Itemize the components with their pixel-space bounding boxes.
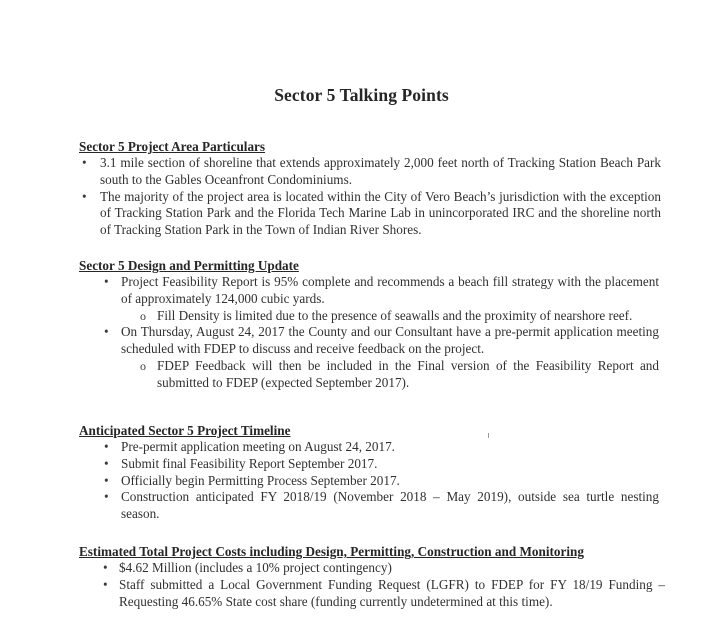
- list-item: [104, 274, 659, 308]
- section-heading: Sector 5 Project Area Particulars: [79, 139, 266, 154]
- sub-bullet-icon: o: [140, 358, 146, 373]
- sub-list-item: [140, 307, 659, 325]
- list-item: [104, 324, 659, 358]
- document-title: Sector 5 Talking Points: [274, 85, 449, 105]
- bullet-icon: •: [104, 472, 109, 488]
- bullet-icon: •: [104, 455, 109, 471]
- bullet-icon: •: [104, 439, 109, 454]
- section-costs: [79, 543, 665, 610]
- section-design-permitting: [79, 257, 659, 392]
- list-item-text: Pre-permit application meeting on August 24, 2017.: [121, 439, 395, 454]
- sub-list-item-text: Fill Density is limited due to the presence of seawalls and the proximity of nearshore reef.: [157, 307, 633, 323]
- bullet-icon: •: [104, 324, 109, 340]
- list-item-text: 3.1 mile section of shoreline that extends approximately 2,000 feet north of Tracking Station Beach Park south to the Gables Oceanfront Condominiums.: [100, 155, 661, 187]
- scan-artifact: [488, 433, 489, 438]
- list-item: [104, 455, 659, 473]
- sub-bullet-icon: o: [140, 308, 146, 323]
- list-item-text: Staff submitted a Local Government Funding Request (LGFR) to FDEP for FY 18/19 Funding – Requesting 46.65% State cost share (funding currently undetermined at this time).: [119, 576, 665, 609]
- list-item-text: The majority of the project area is located within the City of Vero Beach’s jurisdiction with the exception of Tracking Station Park and the Florida Tech Marine Lab in unincorporated IRC and the shoreline north of Tracking Station Park in the Town of Indian River Shores.: [100, 188, 661, 238]
- list-item: [82, 155, 661, 189]
- list-item-text: Project Feasibility Report is 95% complete and recommends a beach fill strategy with the placement of approximately 124,000 cubic yards.: [121, 274, 659, 306]
- bullet-icon: •: [104, 274, 109, 289]
- list-item-text: On Thursday, August 24, 2017 the County and our Consultant have a pre-permit application meeting scheduled with FDEP to discuss and receive feedback on the project.: [121, 324, 659, 357]
- bullet-list: [79, 155, 661, 239]
- bullet-icon: •: [82, 155, 87, 170]
- bullet-icon: •: [82, 188, 87, 204]
- list-item-text: Officially begin Permitting Process September 2017.: [121, 472, 400, 488]
- list-item-text: Submit final Feasibility Report September 2017.: [121, 455, 378, 471]
- section-heading: Sector 5 Design and Permitting Update: [79, 258, 299, 273]
- bullet-icon: •: [104, 489, 109, 505]
- list-item: [82, 188, 661, 239]
- list-item: [104, 439, 659, 456]
- list-item: [103, 576, 665, 611]
- list-item: [103, 560, 665, 577]
- bullet-list: [79, 439, 659, 523]
- section-project-area: [79, 138, 661, 239]
- bullet-list: [79, 560, 665, 610]
- bullet-icon: •: [103, 560, 108, 575]
- section-heading: Anticipated Sector 5 Project Timeline: [79, 423, 291, 438]
- bullet-icon: •: [103, 576, 108, 592]
- list-item: [104, 489, 659, 523]
- list-item: [104, 472, 659, 490]
- list-item-text: Construction anticipated FY 2018/19 (November 2018 – May 2019), outside sea turtle nesting season.: [121, 489, 659, 522]
- section-heading: Estimated Total Project Costs including Design, Permitting, Construction and Monitoring: [79, 544, 584, 559]
- list-item-text: $4.62 Million (includes a 10% project contingency): [119, 560, 392, 575]
- sub-list-item-text: FDEP Feedback will then be included in the Final version of the Feasibility Report and submitted to FDEP (expected September 2017).: [157, 357, 659, 390]
- bullet-list: [79, 274, 659, 392]
- section-timeline: [79, 422, 659, 523]
- sub-list-item: [140, 357, 659, 392]
